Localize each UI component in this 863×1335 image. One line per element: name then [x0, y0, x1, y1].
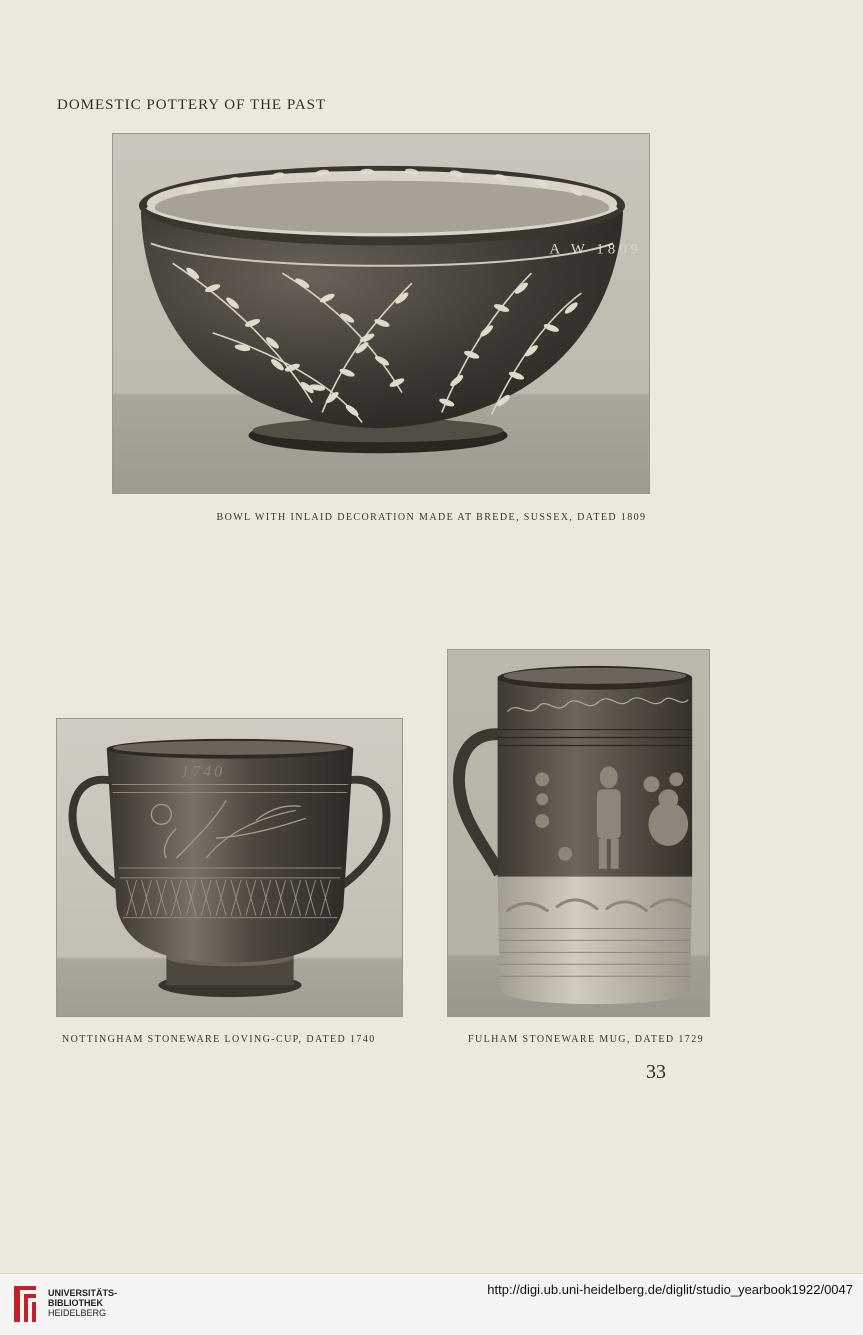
page-number: 33 [646, 1061, 666, 1083]
bowl-illustration [113, 134, 649, 493]
bowl-photograph [112, 133, 650, 494]
library-name-line-2: BIBLIOTHEK [48, 1298, 103, 1308]
loving-cup-photograph [56, 718, 403, 1017]
digital-library-footer [0, 1273, 863, 1335]
university-library-logo-icon [10, 1282, 40, 1326]
fulham-mug-illustration [448, 650, 709, 1016]
bowl-inscription: A W 1809 [549, 241, 643, 258]
fulham-mug-caption: FULHAM STONEWARE MUG, DATED 1729 [468, 1034, 705, 1045]
library-name-line-3: HEIDELBERG [48, 1308, 107, 1318]
running-head: DOMESTIC POTTERY OF THE PAST [57, 97, 327, 113]
fulham-mug-photograph [447, 649, 710, 1017]
library-name-line-1: UNIVERSITÄTS- [48, 1288, 118, 1298]
loving-cup-inscription: 1740 [181, 763, 226, 781]
loving-cup-caption: NOTTINGHAM STONEWARE LOVING-CUP, DATED 1740 [62, 1034, 376, 1045]
library-name [48, 1288, 117, 1318]
loving-cup-illustration [57, 719, 402, 1016]
bowl-caption: BOWL WITH INLAID DECORATION MADE AT BREDE, SUSSEX, DATED 1809 [216, 512, 647, 523]
source-url-link[interactable]: http://digi.ub.uni-heidelberg.de/diglit/studio_yearbook1922/0047 [487, 1282, 853, 1297]
